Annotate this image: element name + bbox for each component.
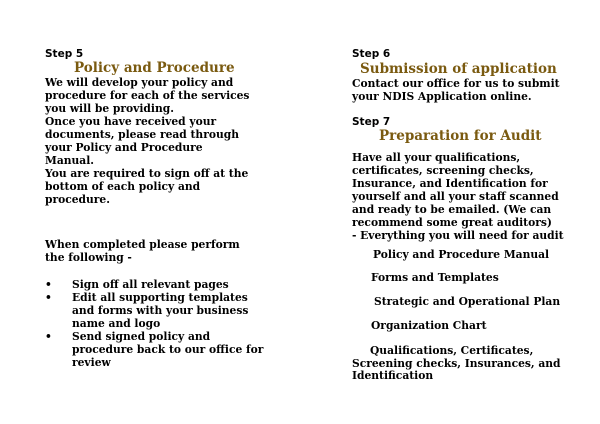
intro-line: documents, please read through [45,128,239,141]
audit-item-line: Screening checks, Insurances, and [352,356,561,370]
step-7-text [352,151,592,242]
intro-line: procedure. [45,193,110,206]
step-7-line: and ready to be emailed. (We can [352,203,552,216]
bullet-line: Sign off all relevant pages [72,278,229,291]
step-5-intro [45,76,295,206]
audit-item-line: Identification [352,369,434,382]
intro-line: procedure for each of the services [45,89,250,102]
step-5-bullet-list [45,278,295,369]
step-7-line: yourself and all your staff scanned [352,190,559,203]
intro-line: Once you have received your [45,115,217,128]
bullet-item [45,291,295,330]
audit-heading: Preparation for Audit [379,128,542,144]
audit-item-line: Qualifications, Certificates, [370,344,534,357]
step-6-line: Contact our office for us to submit [352,77,560,90]
policy-procedure-heading: Policy and Procedure [74,60,235,76]
audit-item-forms-templates: Forms and Templates [371,271,499,284]
intro-line: your Policy and Procedure [45,141,203,154]
step-6-text [352,77,592,103]
audit-item-qualifications [352,345,592,383]
step-6-label: Step 6 [352,48,391,60]
completed-line: the following - [45,251,132,264]
bullet-icon [45,278,72,291]
step-5-label: Step 5 [45,48,84,60]
intro-line: You are required to sign off at the [45,167,249,180]
intro-line: We will develop your policy and [45,76,234,89]
bullet-icon [45,291,72,304]
completed-instructions [45,238,295,264]
step-6-line: your NDIS Application online. [352,90,532,103]
intro-line: bottom of each policy and [45,180,201,193]
bullet-line: and forms with your business [72,304,249,317]
submission-heading: Submission of application [360,61,557,77]
bullet-item [45,330,295,369]
step-7-line: recommend some great auditors) [352,216,552,229]
bullet-line: name and logo [72,317,161,330]
intro-line: you will be providing. [45,102,174,115]
intro-line: Manual. [45,154,95,167]
step-7-line: Insurance, and Identification for [352,177,548,190]
step-7-line: Have all your qualifications, [352,151,521,164]
audit-item-org-chart: Organization Chart [371,319,487,332]
bullet-icon [45,330,72,343]
completed-line: When completed please perform [45,238,240,251]
bullet-item [45,278,295,291]
audit-item-strategic-plan: Strategic and Operational Plan [374,295,561,308]
bullet-line: Edit all supporting templates [72,291,248,304]
step-7-line: certificates, screening checks, [352,164,534,177]
bullet-line: review [72,356,111,369]
step-7-label: Step 7 [352,116,391,128]
audit-item-policy-manual: Policy and Procedure Manual [373,248,550,261]
bullet-line: procedure back to our office for [72,343,264,356]
bullet-line: Send signed policy and [72,330,211,343]
step-7-line: - Everything you will need for audit [352,229,564,242]
